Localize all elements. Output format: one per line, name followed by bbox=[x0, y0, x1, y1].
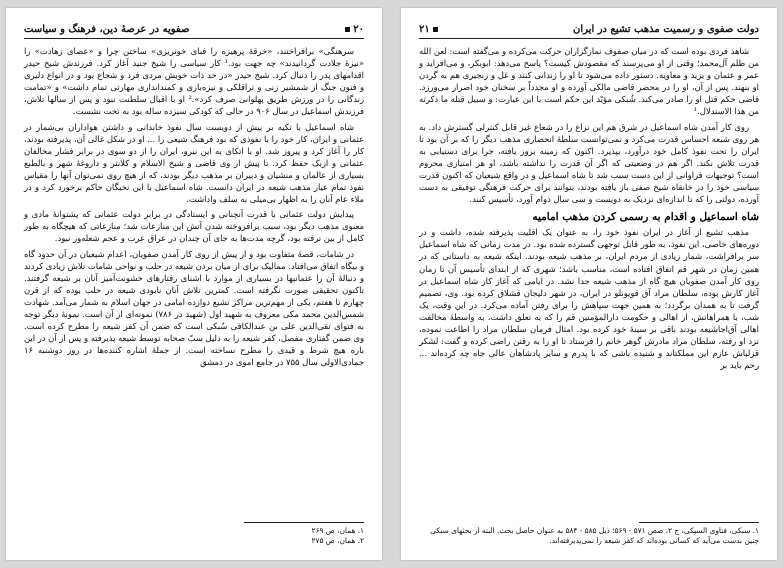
left-page-number-group bbox=[345, 24, 364, 35]
right-page-number: ۲۱ bbox=[419, 24, 430, 35]
left-page bbox=[6, 8, 382, 560]
right-footnotes bbox=[419, 522, 759, 546]
left-page-header bbox=[24, 24, 364, 39]
left-footnote-1: ۱. همان، ص ۲۶۹ bbox=[311, 526, 364, 535]
right-paragraph-3: مذهب تشیع از آغاز در ایران نفوذ خود را، به عنوان یک اقلیت پذیرفته شده، داشت و در دوره‌های خاصی، این نفوذ، به طور قابل توجهی گسترده شده بود. در مدت زمانی که شاه اسماعیل سر برافراشت، شمار زیادی از مردم ایران، بر مذهب شیعه بودند. اینکه شیعه به داستانی که در همین زمان در شهر قم اتفاق افتاده است، مناسب باشد؛ شهری که از ابتدای تأسیس آن تا زمان روی کار آمدن صفویان هیچ گاه از مذهب شیعه جدا نشد. در ایامی که آغاز کار شاه اسماعیل در آغاز کارش بوده، سلطان مراد آق قویونلو در ایران، در شهر دلیجان قشلاق کرده بود. وی، تصمیم گرفت تا به همدان برگردد؛ به همین جهت سپاهش را برای رفتن آماده می‌کرد. در این وقت، یک شب، با همراهانش، از اهالی و حکومت دارالمؤمنین قم را که به تعلق داشت، به واسطهٔ مخالفت اهالی آق‌اجاشیعه بودند باقی بر سینهٔ خود کرده بود. امثال فرمان سلطان مراد را اطاعت نموده، نزد او رفته، سلطان مراد مادرش گوهر خانم را فرستاد تا او را به رفتن راضی کرده و گفت: لشکر قزلباش عازم این مملکتاند و شنیده باشی که با پدرم و سایر پادشاهان عالی جاه چه کرده‌اند ... رحم باید بر bbox=[419, 227, 759, 371]
left-running-title: صفویه در عرصهٔ دین، فرهنگ و سیاست bbox=[24, 24, 190, 35]
left-paragraph-2: شاه اسماعیل با تکیه بر بیش از دویست سال نفوذ خاندانی و داشتن هواداران بی‌شمار در عثمانی و ایران، کار خود را با نفوذی که بود فرهنگ شیعی را ... او در شکل غالی آن، پذیرفته بودند، کار را آغاز کرد و پیروز شد. او با اتکای به این نیرو، ایران را از دو سوی در برابر فشار مخالفان عثمانی و ازبک حفظ کرد. تا پیش از وی قاضی و شیخ الاسلام و کلانتر و داروغهٔ شهر و بالطبع بسیاری از عالمان و منشیان و دبیران بر مذهب دیگر بودند، که از هیچ روی نمی‌توان آنها را مقیاس نفوذ تمام عیار مذهب شیعه در ایران دانست. شاه اسماعیل با این نخبگان حاکم برخورد کرد و در ملاء عام آنان را به اظهار بی‌میلی به سلف واداشت. bbox=[24, 121, 364, 205]
right-paragraph-2: روی کار آمدن شاه اسماعیل در شرق هم این نزاع را در شعاع غیر قابل کنترلی گسترش داد. به هر روی شیعه احساس قدرت می‌کرد و نمی‌توانست سلطهٔ انحصاری مذهب دیگر را که بر آن بود تا ایران را تحت نفوذ کامل خود درآورد، بپذیرد. اکنون که زمینه بروز یافته، جرا برای دستیابی به قدرت تلاش نکند. اگر هم در وضعیتی که اگر آن قدرت را نداشته باشد، او هر امتیازی محروم است؟ توجیهات فراوانی از این دست سبب شد تا شاه اسماعیل و در واقع شیعیان که اکنون قدرت سیاسی خود را در خانقاه شیخ صفی باز یافته بودند، بتوانند برای حرکت فرهنگی توفیقی به دست آورده، دولتی را که تا اندازه‌ای نزدیک به دویست و سی سال دوام آورد، تأسیس کنند. bbox=[419, 121, 759, 205]
right-page-header bbox=[419, 24, 759, 39]
right-running-title: دولت صفوی و رسمیت مذهب تشیع در ایران bbox=[573, 24, 759, 35]
footnote-rule bbox=[244, 522, 364, 523]
right-footnote-1: ۱. سبکی، فتاوی السبکی، ج ۲، صص ۵۷۱ - ۵۶۹؛ ذیل ۵۸۵ - ۵۸۴ به عنوان حاصل بحث. البته از بحثهای سبکی چنین بدست می‌آید که کسانی بوده‌اند که کفر شیعه را نمی‌پذیرفته‌اند. bbox=[430, 526, 759, 545]
section-heading: شاه اسماعیل و اقدام به رسمی کردن مذهب امامیه bbox=[532, 211, 759, 224]
left-page-number: ۲۰ bbox=[353, 24, 364, 35]
footnote-rule bbox=[639, 522, 759, 523]
left-paragraph-3: پیدایش دولت عثمانی با قدرت آنچنانی و ایستادگی در برابر دولت عثمانی که پشتوانهٔ مادی و معنوی مذهب دیگر بود، سبب برافروخته شدن آتش این منازعات شد؛ منازعاتی که هیچگاه به طور کامل از بین نرفته بود، گرچه مدت‌ها به جای آن چندان در عراق عرب و عجم شعله‌ور نبود. bbox=[24, 209, 364, 244]
left-footnote-2: ۲. همان، ص ۲۷۵ bbox=[311, 536, 364, 545]
right-paragraph-1: شاهد فردی بوده است که در میان صفوف نمازگزاران حرکت می‌کرده و می‌گفته است: لعن الله من ظلم آل‌محمد؛ وقتی از او می‌پرسند که مقصودش کیست؟ پاسخ می‌دهد: ابوبکر، و می‌افزاید و عمر و عثمان و یزید و معاویه. دستور داده می‌شود تا او را زندانی کنند و غل و زنجیری هم به گردن او بنهند. پس از آن، او را در محضر قاضی مالکی آورده و او مجدداً بر سخنان خود اصرار می‌ورزد. قاضی حکم قتل او را صادر می‌کند. شُبکی مؤیّد این حکم است با این عبارت: و سبیل قتله ما ذکرته من هذا الاستدلال.¹ bbox=[419, 46, 759, 117]
header-square-icon bbox=[433, 27, 438, 32]
right-page bbox=[401, 8, 777, 560]
header-square-icon bbox=[345, 27, 350, 32]
left-paragraph-1: سرهنگی» برافراختند، «خرقهٔ پرهیزه را فبای خونریزی» ساختن چرا و «عصای زهادت» را «نیزهٔ جلادت گردانیدند» چه جهت بود.¹ کار سیاسی را شیخ جنید آغاز کرد. فرزندش شیخ حیدر اقدامهای پدر را دنبال کرد. شیخ حیدر «در حد ذات خویش مردی فرد و شجاع بود و در انواع دلیری و فنون جنگ از شمشیر زنی و تراقلکی و نیزه‌بازی و کمندانداری مهارتی تمام داشت» و «تمامت زندگانی را در ورزش طریق پهلوانی صرف کرد».² او با اقبال سلطنت نبود و پس از سالها تلاش، فرزندش اسماعیل در سال ۹۰۶ در حالی که کودکی سیزده ساله بود به تخت نشست. bbox=[24, 46, 364, 117]
left-paragraph-4: در شامات، قصهٔ متفاوت بود و از پیش از روی کار آمدن صفویان، اعدام شیعیان در آن حدود گاه و بیگاه اتفاق می‌افتاد. ممالیک برای از میان بردن شیعه در حلب و نواحی شامات تلاش زیادی کردند و دنبالهٔ آن را عثمانیها در بسیاری از موارد با اشنای رفتارهای خشونت‌آمیز آنان بر شیعه گرفتند. تاکنون تحقیقی صورت نگرفته است. کمترین تلاش آنان نابودی شیعه در حلب بوده که از قرن چهارم تا هفتم، یکی از مهم‌ترین مراکز تشیع دوازده امامی در جهان اسلام به شمار می‌آمد. شهادت شمس‌الدین محمد مکی معروف به شهید اول (شهید در ۷۸۶) نمونه‌ای از آن است. نمونهٔ دیگر توجه به فتوای تقی‌الدین علی بن عبدالکافی سُبکی است که ضمن آن کفر شیعه را مطرح کرده است. وی ضمن گفتاری مفصل، کفر شیعه را به دلیل سبّ صحابه توسط شیعه پذیرفته و پس از آن در این باره هیچ شرط و قیدی را مطرح نساخته است. از جملهٔ اشاره کننده‌ها در روز دوشنبه ۱۶ جمادی‌الاولی سال ۷۵۵ در جامع اموی در دمشق bbox=[24, 248, 364, 368]
left-footnotes bbox=[24, 522, 364, 546]
right-page-number-group bbox=[419, 24, 438, 35]
